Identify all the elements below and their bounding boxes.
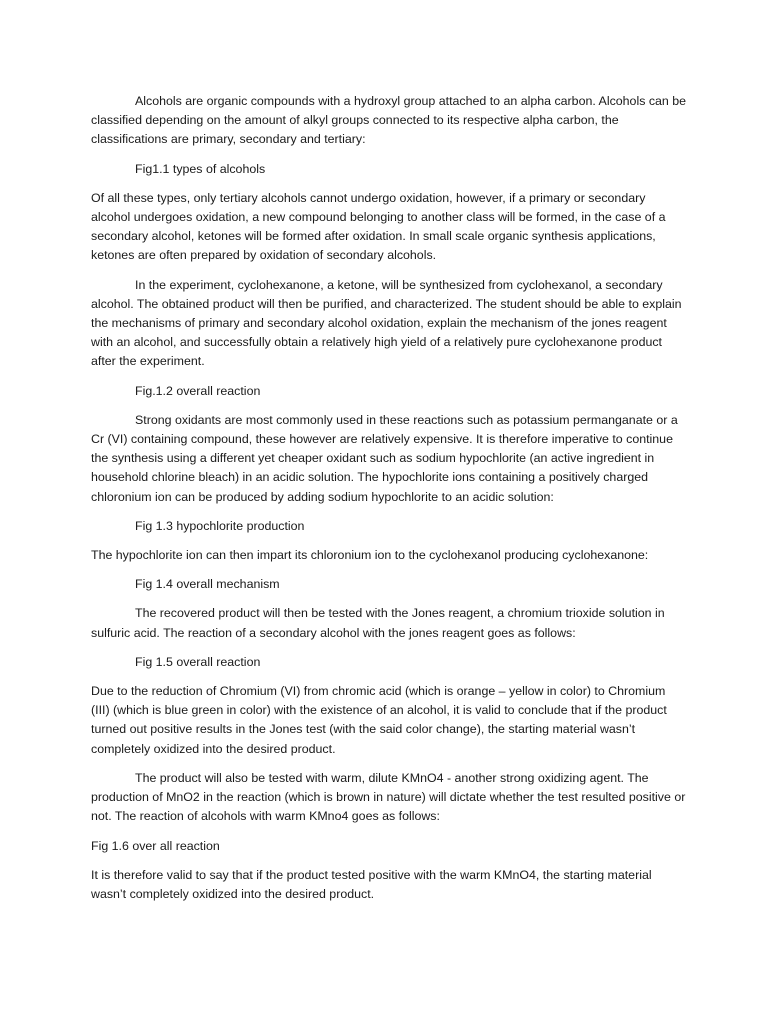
figure-caption-1-5: Fig 1.5 overall reaction <box>135 654 261 669</box>
figure-caption-1-2: Fig.1.2 overall reaction <box>135 383 261 398</box>
paragraph-oxidation-types: Of all these types, only tertiary alcohols cannot undergo oxidation, however, if a primary or secondary alcohol undergoes oxidation, a new compound belonging to another class will be formed, in the case of a secondary alcohol, ketones will be formed after oxidation. In small scale organic synthesis applications, ketones are often prepared by oxidation of secondary alcohols. <box>91 190 666 263</box>
paragraph-jones-test: The recovered product will then be tested with the Jones reagent, a chromium trioxide solution in sulfuric acid. The reaction of a secondary alcohol with the jones reagent goes as follows: <box>91 606 665 640</box>
paragraph-kmno4-test: The product will also be tested with warm, dilute KMnO4 - another strong oxidizing agent. The production of MnO2 in the reaction (which is brown in nature) will dictate whether the test resulted positive or not. The reaction of alcohols with warm KMno4 goes as follows: <box>91 770 686 824</box>
paragraph-intro: Alcohols are organic compounds with a hydroxyl group attached to an alpha carbon. Alcohols can be classified depending on the amount of alkyl groups connected to its respective alpha carbon, the classifications are primary, secondary and tertiary: <box>91 94 687 147</box>
figure-caption-1-6: Fig 1.6 over all reaction <box>91 838 220 853</box>
document-page <box>91 92 687 914</box>
paragraph-chromium-reduction: Due to the reduction of Chromium (VI) from chromic acid (which is orange – yellow in color) to Chromium (III) (which is blue green in color) with the existence of an alcohol, it is valid to conclude that if the product turned out positive results in the Jones test (with the said color change), the starting material wasn’t completely oxidized into the desired product. <box>91 684 667 756</box>
paragraph-experiment: In the experiment, cyclohexanone, a ketone, will be synthesized from cyclohexanol, a secondary alcohol. The obtained product will then be purified, and characterized. The student should be able to explain the mechanisms of primary and secondary alcohol oxidation, explain the mechanism of the jones reagent with an alcohol, and successfully obtain a relatively high yield of a relatively pure cyclohexanone product after the experiment. <box>91 277 682 369</box>
paragraph-conclusion: It is therefore valid to say that if the product tested positive with the warm KMnO4, the starting material wasn’t completely oxidized into the desired product. <box>91 867 652 901</box>
figure-caption-1-4: Fig 1.4 overall mechanism <box>135 577 280 592</box>
figure-caption-1-1: Fig1.1 types of alcohols <box>135 161 266 176</box>
paragraph-oxidants: Strong oxidants are most commonly used in these reactions such as potassium permanganate or a Cr (VI) containing compound, these however are relatively expensive. It is therefore imperative to continue the synthesis using a different yet cheaper oxidant such as sodium hypochlorite (an active ingredient in household chlorine bleach) in an acidic solution. The hypochlorite ions containing a positively charged chloronium ion can be produced by adding sodium hypochlorite to an acidic solution: <box>91 412 678 504</box>
paragraph-hypochlorite: The hypochlorite ion can then impart its chloronium ion to the cyclohexanol producing cyclohexanone: <box>91 548 649 563</box>
figure-caption-1-3: Fig 1.3 hypochlorite production <box>135 518 305 533</box>
